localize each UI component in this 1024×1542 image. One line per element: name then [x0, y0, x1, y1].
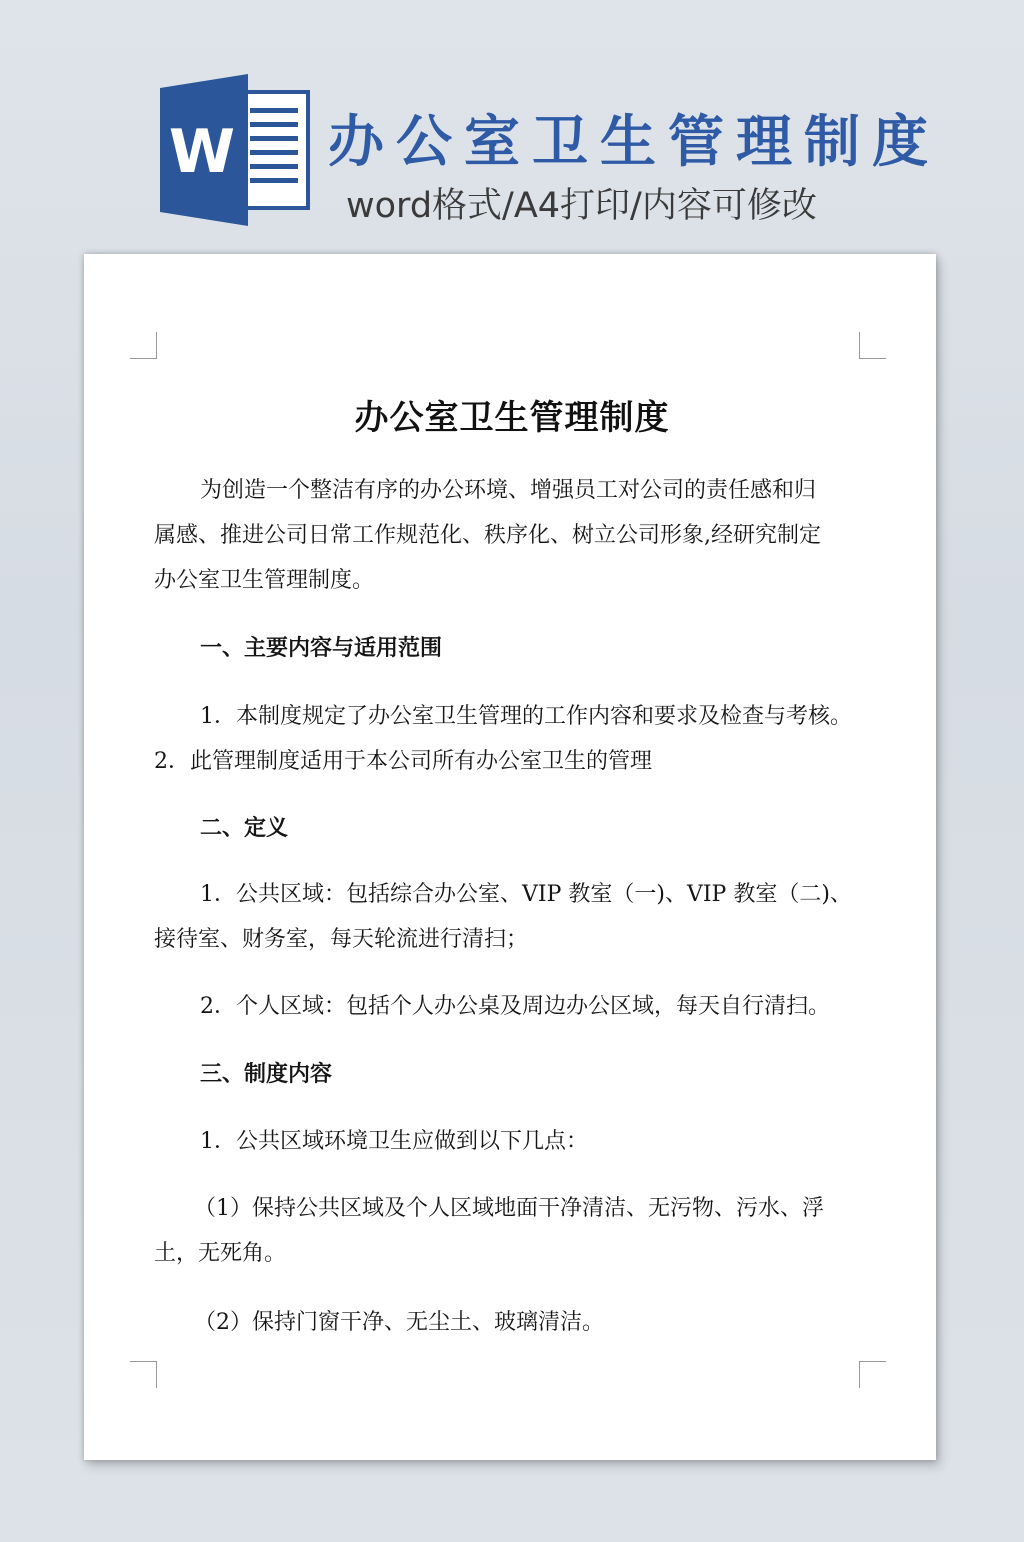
- intro-line-2: 属感、推进公司日常工作规范化、秩序化、树立公司形象,经研究制定: [154, 523, 821, 548]
- section-3-sub-1-line-1: （1）保持公共区域及个人区域地面干净清洁、无污物、污水、浮: [194, 1196, 824, 1221]
- intro-paragraph: [154, 468, 870, 603]
- document-title: 办公室卫生管理制度: [354, 398, 670, 438]
- margin-corner-bottom-left: [130, 1361, 157, 1388]
- section-2-heading: 二、定义: [200, 816, 289, 841]
- section-2-item-2: [154, 984, 870, 1029]
- section-1-heading: 一、主要内容与适用范围: [200, 636, 443, 661]
- document-page: [84, 254, 936, 1460]
- margin-corner-top-left: [130, 332, 157, 359]
- section-2-item-1-line-1: 1．公共区域：包括综合办公室、VIP 教室（一)、VIP 教室（二)、: [200, 882, 852, 907]
- section-1-item-2: 2．此管理制度适用于本公司所有办公室卫生的管理: [154, 749, 652, 774]
- margin-corner-top-right: [859, 332, 886, 359]
- logo-letter: W: [168, 117, 236, 187]
- banner-title: 办公室卫生管理制度: [328, 110, 940, 175]
- section-3-heading: 三、制度内容: [200, 1062, 333, 1087]
- banner-subtitle: word格式/A4打印/内容可修改: [346, 186, 817, 226]
- word-logo-icon: [160, 74, 310, 226]
- section-3-item-1: [154, 1119, 870, 1164]
- section-1-item-1: 1．本制度规定了办公室卫生管理的工作内容和要求及检查与考核。: [200, 704, 852, 729]
- margin-corner-bottom-right: [859, 1361, 886, 1388]
- section-2-item-1-line-2: 接待室、财务室，每天轮流进行清扫；: [154, 927, 529, 952]
- section-3-sub-2: [154, 1300, 870, 1345]
- section-3-sub-1-line-2: 土，无死角。: [154, 1241, 287, 1266]
- intro-line-3: 办公室卫生管理制度。: [154, 568, 375, 593]
- section-3-item-1-text: 1．公共区域环境卫生应做到以下几点：: [200, 1129, 588, 1154]
- section-1-body: [154, 694, 870, 784]
- intro-line-1: 为创造一个整洁有序的办公环境、增强员工对公司的责任感和归: [200, 478, 817, 503]
- section-3-sub-1: [154, 1186, 870, 1276]
- header-banner: [0, 0, 1024, 250]
- section-2-item-2-text: 2．个人区域：包括个人办公桌及周边办公区域，每天自行清扫。: [200, 994, 830, 1019]
- section-3-sub-2-text: （2）保持门窗干净、无尘土、玻璃清洁。: [194, 1310, 604, 1335]
- section-2-item-1: [154, 872, 870, 962]
